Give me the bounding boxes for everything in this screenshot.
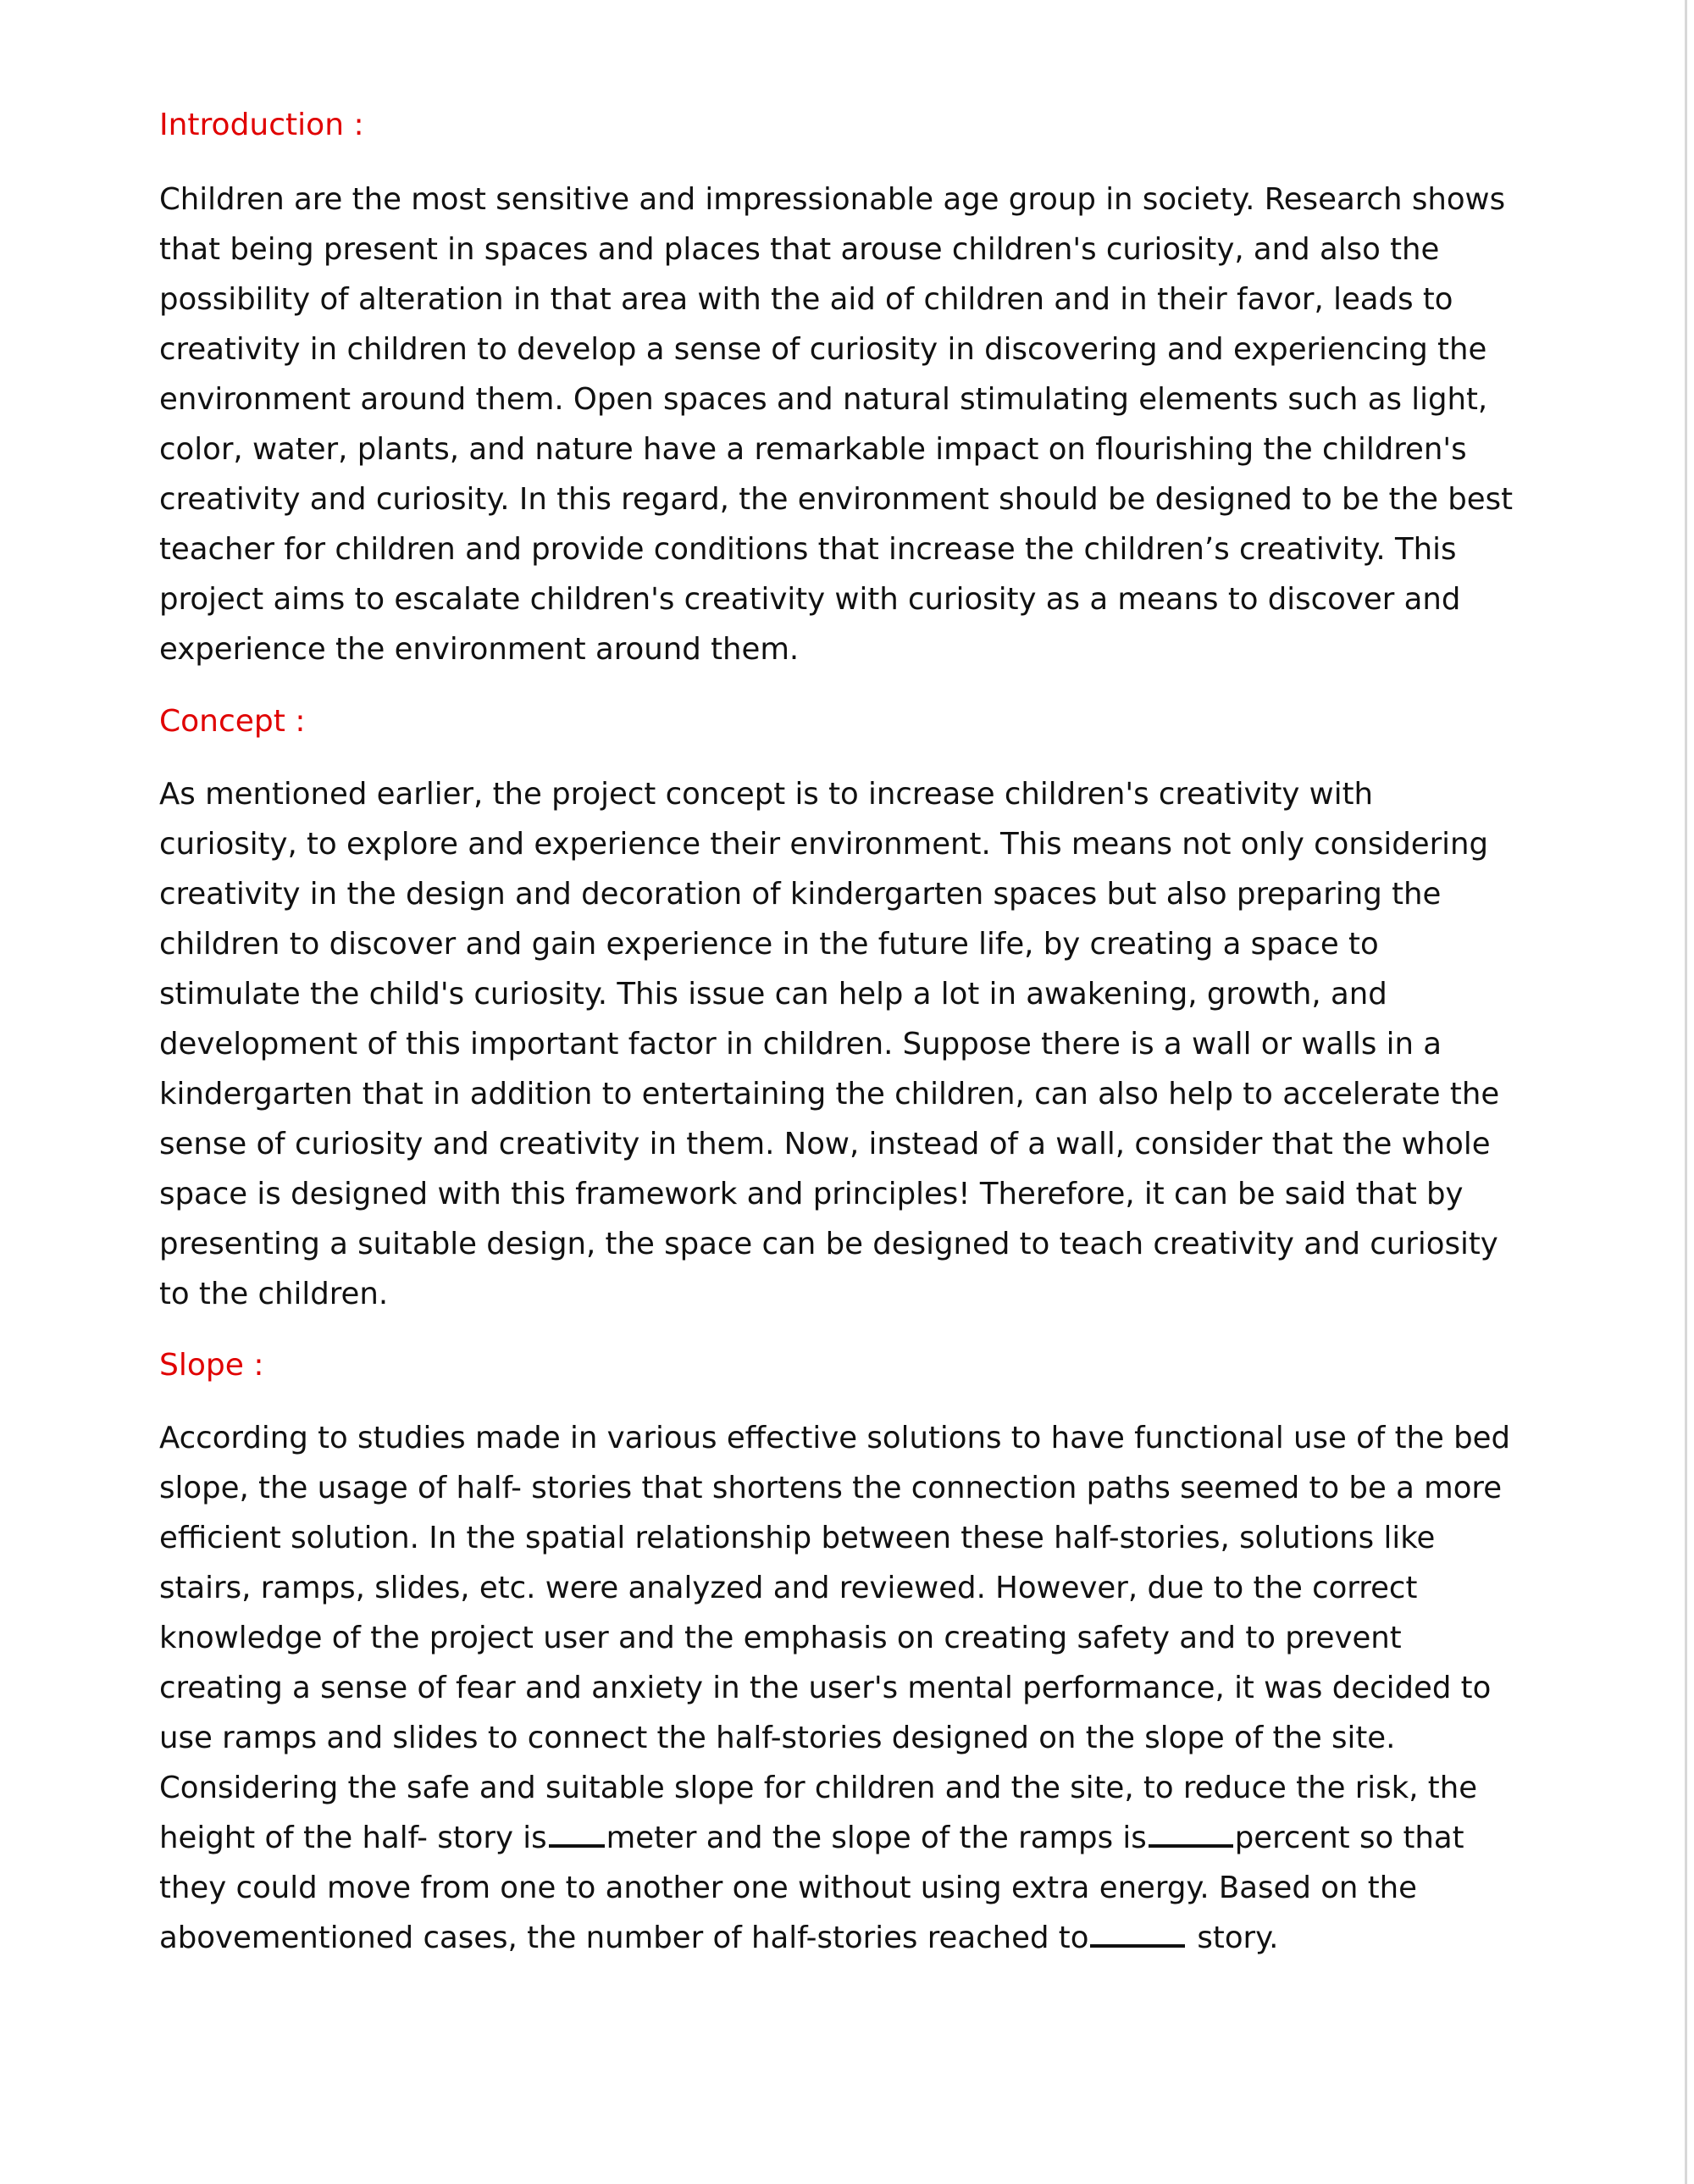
introduction-heading: Introduction : xyxy=(159,108,364,142)
paragraph-line: to the children. xyxy=(159,1277,389,1311)
slope-heading: Slope : xyxy=(159,1348,264,1383)
paragraph-line: knowledge of the project user and the emphasis on creating safety and to prevent xyxy=(159,1621,1402,1655)
paragraph-line-with-blank xyxy=(159,1913,1599,1963)
page-edge-divider xyxy=(1685,0,1687,2184)
paragraph-line-with-blanks xyxy=(159,1813,1599,1863)
paragraph-line: possibility of alteration in that area with the aid of children and in their favor, leads to xyxy=(159,282,1453,317)
paragraph-line: sense of curiosity and creativity in them. Now, instead of a wall, consider that the whole xyxy=(159,1127,1491,1161)
paragraph-line: development of this important factor in children. Suppose there is a wall or walls in a xyxy=(159,1027,1442,1062)
paragraph-line: experience the environment around them. xyxy=(159,632,800,667)
paragraph-line: creativity in the design and decoration of kindergarten spaces but also preparing the xyxy=(159,877,1442,912)
paragraph-line: teacher for children and provide conditions that increase the children’s creativity. This xyxy=(159,532,1457,567)
paragraph-line: As mentioned earlier, the project concept is to increase children's creativity with xyxy=(159,777,1374,812)
text-fragment: height of the half- story is xyxy=(159,1821,547,1855)
paragraph-line: stairs, ramps, slides, etc. were analyzed and reviewed. However, due to the correct xyxy=(159,1571,1418,1605)
half-story-count-blank xyxy=(1090,1919,1185,1948)
paragraph-line: stimulate the child's curiosity. This issue can help a lot in awakening, growth, and xyxy=(159,977,1387,1012)
paragraph-line: creativity and curiosity. In this regard, the environment should be designed to be the best xyxy=(159,482,1514,517)
paragraph-line: Considering the safe and suitable slope for children and the site, to reduce the risk, the xyxy=(159,1771,1478,1805)
paragraph-line: project aims to escalate children's creativity with curiosity as a means to discover and xyxy=(159,582,1461,617)
text-fragment: abovementioned cases, the number of half-stories reached to xyxy=(159,1921,1089,1955)
text-fragment: meter and the slope of the ramps is xyxy=(606,1821,1147,1855)
concept-heading: Concept : xyxy=(159,704,306,739)
paragraph-line: color, water, plants, and nature have a remarkable impact on flourishing the children's xyxy=(159,432,1467,467)
text-fragment: story. xyxy=(1197,1921,1279,1955)
paragraph-line: efficient solution. In the spatial relationship between these half-stories, solutions like xyxy=(159,1521,1436,1555)
paragraph-line: According to studies made in various effective solutions to have functional use of the bed xyxy=(159,1421,1511,1455)
text-fragment: percent so that xyxy=(1234,1821,1464,1855)
slope-paragraph xyxy=(159,1413,1599,1963)
paragraph-line: presenting a suitable design, the space can be designed to teach creativity and curiosity xyxy=(159,1227,1498,1261)
paragraph-line: they could move from one to another one without using extra energy. Based on the xyxy=(159,1871,1417,1905)
paragraph-line: kindergarten that in addition to entertaining the children, can also help to accelerate the xyxy=(159,1077,1500,1111)
introduction-paragraph xyxy=(159,175,1599,674)
paragraph-line: space is designed with this framework and principles! Therefore, it can be said that by xyxy=(159,1177,1464,1211)
paragraph-line: use ramps and slides to connect the half-stories designed on the slope of the site. xyxy=(159,1721,1396,1755)
paragraph-line: children to discover and gain experience in the future life, by creating a space to xyxy=(159,927,1379,962)
concept-paragraph xyxy=(159,769,1599,1319)
half-story-height-blank xyxy=(549,1819,605,1848)
paragraph-line: curiosity, to explore and experience their environment. This means not only considering xyxy=(159,827,1489,862)
paragraph-line: creativity in children to develop a sense of curiosity in discovering and experiencing the xyxy=(159,332,1487,367)
paragraph-line: slope, the usage of half- stories that shortens the connection paths seemed to be a more xyxy=(159,1471,1503,1505)
paragraph-line: Children are the most sensitive and impressionable age group in society. Research shows xyxy=(159,182,1506,217)
paragraph-line: environment around them. Open spaces and natural stimulating elements such as light, xyxy=(159,382,1488,417)
paragraph-line: that being present in spaces and places that arouse children's curiosity, and also the xyxy=(159,232,1440,267)
paragraph-line: creating a sense of fear and anxiety in the user's mental performance, it was decided to xyxy=(159,1671,1492,1705)
ramp-slope-blank xyxy=(1149,1819,1233,1848)
